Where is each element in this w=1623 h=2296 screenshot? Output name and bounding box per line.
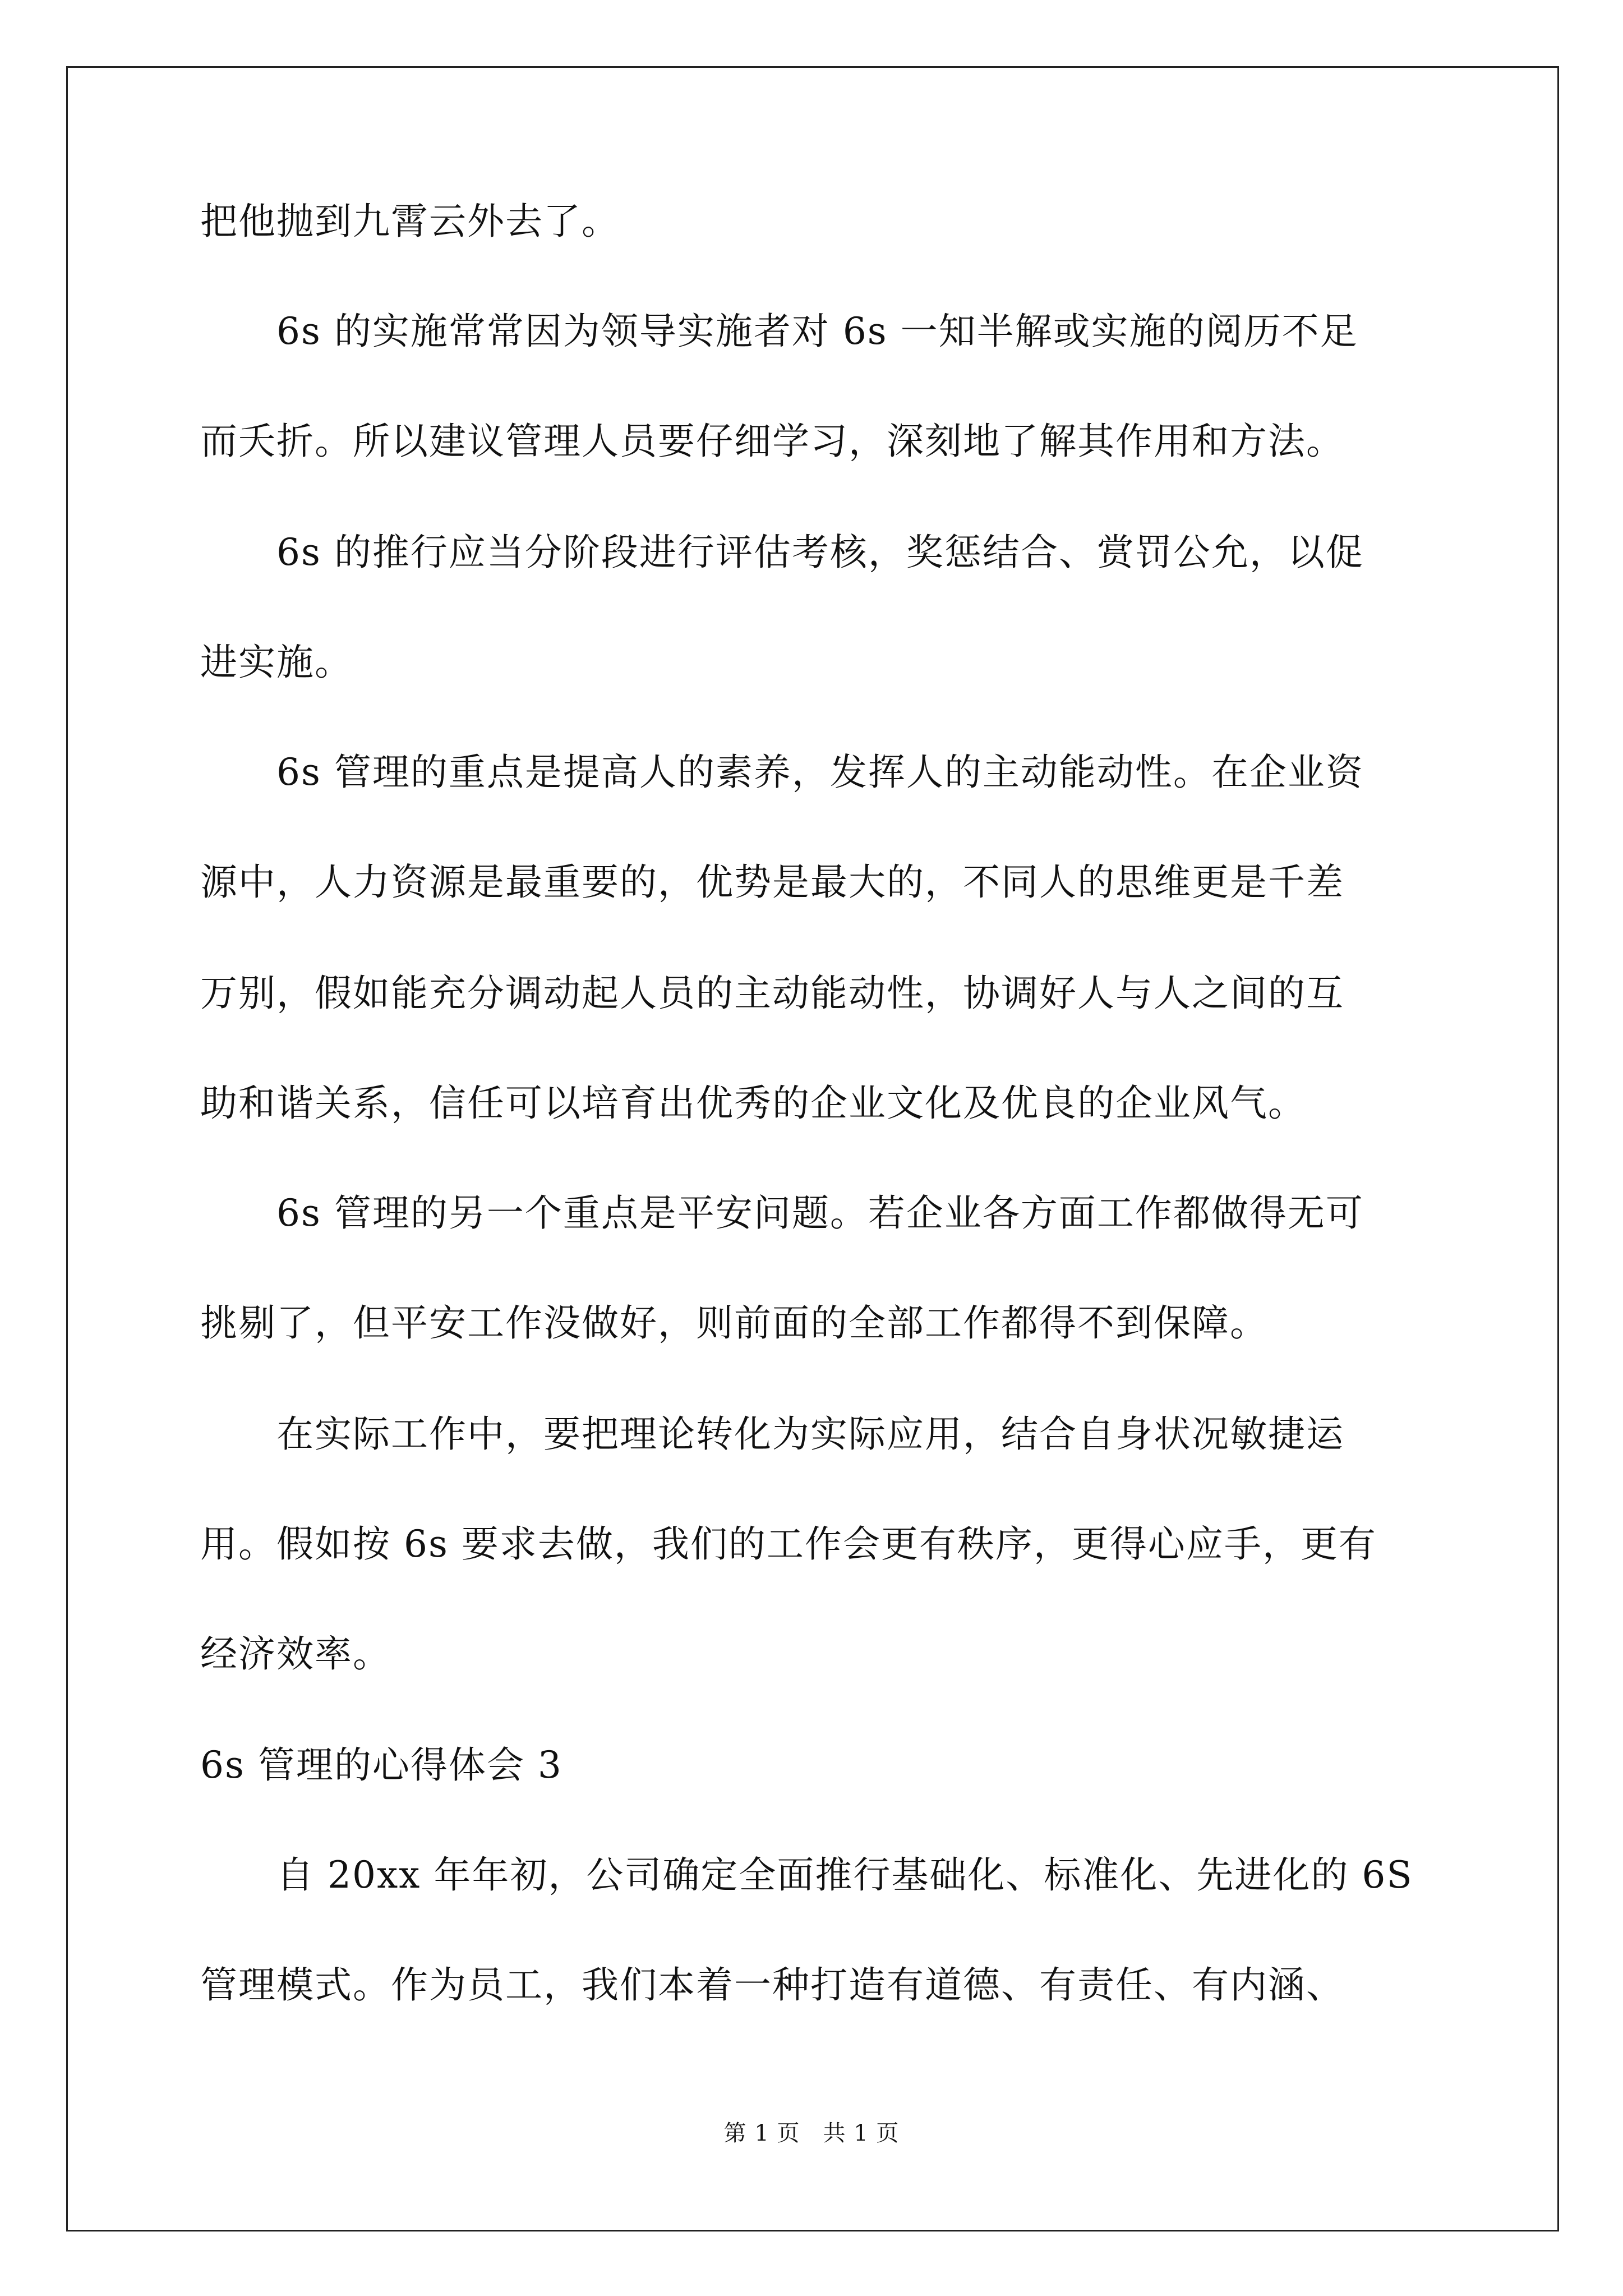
text-line: 6s 管理的重点是提高人的素养，发挥人的主动能动性。在企业资 <box>200 751 1364 794</box>
text-line: 6s 的实施常常因为领导实施者对 6s 一知半解或实施的阅历不足 <box>200 310 1358 353</box>
text-line: 经济效率。 <box>200 1632 391 1676</box>
text-line: 用。假如按 6s 要求去做，我们的工作会更有秩序，更得心应手，更有 <box>200 1522 1377 1566</box>
page-border <box>66 66 1559 2231</box>
text-line: 进实施。 <box>200 641 353 684</box>
text-line: 源中，人力资源是最重要的，优势是最大的，不同人的思维更是千差 <box>200 861 1344 904</box>
text-line: 把他抛到九霄云外去了。 <box>200 200 620 243</box>
text-line: 挑剔了，但平安工作没做好，则前面的全部工作都得不到保障。 <box>200 1301 1268 1345</box>
text-line: 自 20xx 年年初，公司确定全面推行基础化、标准化、先进化的 6S <box>200 1853 1413 1897</box>
text-line: 在实际工作中，要把理论转化为实际应用，结合自身状况敏捷运 <box>200 1412 1344 1456</box>
text-line: 万别，假如能充分调动起人员的主动能动性，协调好人与人之间的互 <box>200 972 1344 1015</box>
text-line: 6s 管理的另一个重点是平安问题。若企业各方面工作都做得无可 <box>200 1191 1364 1235</box>
text-line: 管理模式。作为员工，我们本着一种打造有道德、有责任、有内涵、 <box>200 1963 1344 2007</box>
text-line: 6s 的推行应当分阶段进行评估考核，奖惩结合、赏罚公允，以促 <box>200 531 1364 574</box>
text-line: 而夭折。所以建议管理人员要仔细学习，深刻地了解其作用和方法。 <box>200 420 1344 463</box>
section-heading: 6s 管理的心得体会 3 <box>200 1743 562 1787</box>
text-line: 助和谐关系，信任可以培育出优秀的企业文化及优良的企业风气。 <box>200 1082 1306 1125</box>
page-footer <box>0 2118 1623 2149</box>
page-number: 第 1 页 共 1 页 <box>723 2120 900 2146</box>
